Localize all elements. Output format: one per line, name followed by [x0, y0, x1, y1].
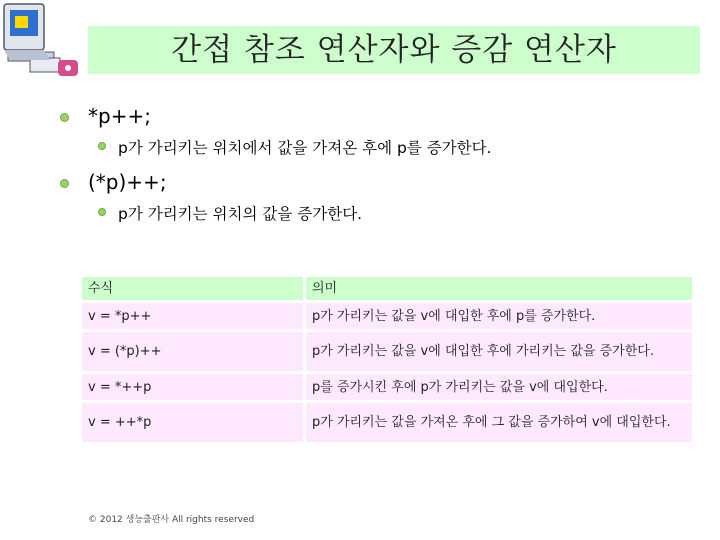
- header-cell-meaning: 의미: [306, 277, 692, 300]
- operator-table: [82, 277, 692, 442]
- bullet-text: (*p)++;: [88, 170, 167, 194]
- table-header-row: [82, 277, 692, 300]
- meaning-cell: p를 증가시킨 후에 p가 가리키는 값을 v에 대입한다.: [306, 374, 692, 400]
- table-row: [82, 332, 692, 371]
- sub-bullet-text: p가 가리키는 위치에서 값을 가져온 후에 p를 증가한다.: [118, 139, 492, 157]
- expression-cell: v = *p++: [82, 303, 303, 329]
- bullet-text: *p++;: [88, 104, 151, 128]
- table-row: [82, 374, 692, 400]
- bullet-list: [60, 104, 710, 236]
- sub-bullet-item: [60, 136, 710, 158]
- bullet-icon: [98, 142, 106, 150]
- meaning-cell: p가 가리키는 값을 가져온 후에 그 값을 증가하여 v에 대입한다.: [306, 403, 692, 442]
- sub-bullet-text: p가 가리키는 위치의 값을 증가한다.: [118, 205, 363, 223]
- bullet-icon: [60, 179, 69, 188]
- bullet-item: [60, 104, 710, 128]
- meaning-cell: p가 가리키는 값을 v에 대입한 후에 p를 증가한다.: [306, 303, 692, 329]
- header-cell-expression: 수식: [82, 277, 303, 300]
- copyright-footer: © 2012 생능출판사 All rights reserved: [88, 515, 255, 525]
- meaning-cell: p가 가리키는 값을 v에 대입한 후에 가리키는 값을 증가한다.: [306, 332, 692, 371]
- sub-bullet-item: [60, 202, 710, 224]
- expression-cell: v = (*p)++: [82, 332, 303, 371]
- page-title: 간접 참조 연산자와 증감 연산자: [171, 32, 617, 68]
- expression-cell: v = ++*p: [82, 403, 303, 442]
- bullet-icon: [60, 113, 69, 122]
- expression-cell: v = *++p: [82, 374, 303, 400]
- bullet-item: [60, 170, 710, 194]
- table-row: [82, 403, 692, 442]
- table-row: [82, 303, 692, 329]
- bullet-icon: [98, 208, 106, 216]
- computer-clipart-icon: [0, 0, 90, 82]
